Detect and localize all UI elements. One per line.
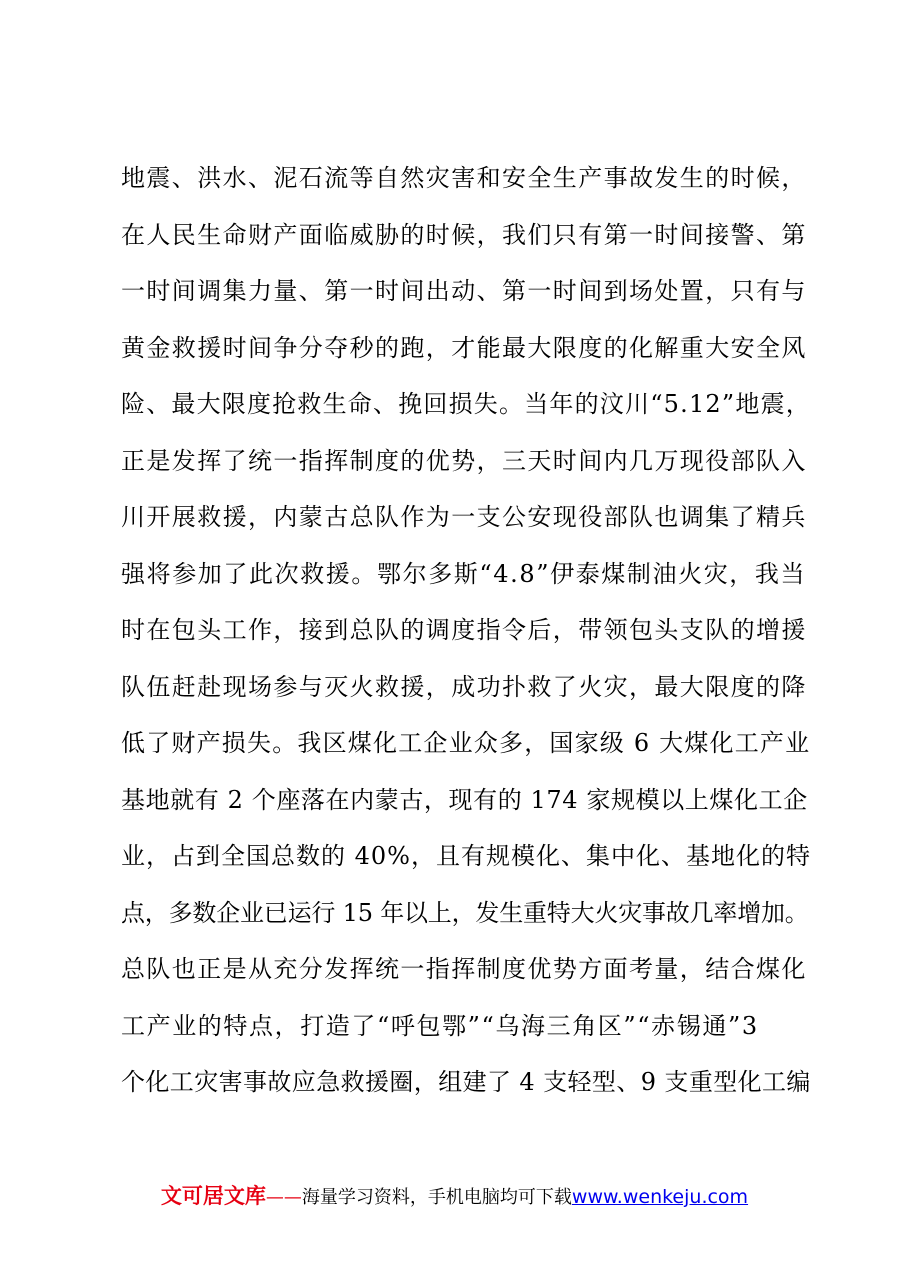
text-line-14: 点，多数企业已运行 15 年以上，发生重特大火灾事故几率增加。 <box>121 898 809 927</box>
footer-website-link[interactable]: www.wenkeju.com <box>571 1186 749 1208</box>
text-line-13: 业，占到全国总数的 40%，且有规模化、集中化、基地化的特 <box>121 842 811 870</box>
text-line-17: 个化工灾害事故应急救援圈，组建了 4 支轻型、9 支重型化工编 <box>121 1068 811 1096</box>
footer-brand: 文可居文库 <box>160 1184 266 1208</box>
text-line-5: 险、最大限度抢救生命、挽回损失。当年的汶川“5.12”地震， <box>121 390 811 418</box>
body-text <box>121 150 811 1111</box>
text-line-12: 基地就有 2 个座落在内蒙古，现有的 174 家规模以上煤化工企 <box>121 785 808 814</box>
text-line-4: 黄金救援时间争分夺秒的跑，才能最大限度的化解重大安全风 <box>121 333 807 362</box>
footer-banner <box>0 1180 909 1210</box>
footer-dash: —— <box>265 1187 302 1208</box>
text-line-10: 队伍赶赴现场参与灭火救援，成功扑救了火灾，最大限度的降 <box>121 672 807 701</box>
text-line-7: 川开展救援，内蒙古总队作为一支公安现役部队也调集了精兵 <box>121 503 807 531</box>
text-line-9: 时在包头工作，接到总队的调度指令后，带领包头支队的增援 <box>121 616 807 644</box>
text-line-16: 工产业的特点，打造了“呼包鄂”“乌海三角区”“赤锡通”3 <box>121 1011 759 1040</box>
text-line-11: 低了财产损失。我区煤化工企业众多，国家级 6 大煤化工产业 <box>121 729 811 757</box>
text-line-15: 总队也正是从充分发挥统一指挥制度优势方面考量，结合煤化 <box>121 955 807 983</box>
text-line-8: 强将参加了此次救援。鄂尔多斯“4.8”伊泰煤制油火灾，我当 <box>121 559 807 588</box>
text-line-1: 地震、洪水、泥石流等自然灾害和安全生产事故发生的时候， <box>121 164 807 192</box>
text-line-3: 一时间调集力量、第一时间出动、第一时间到场处置，只有与 <box>121 277 807 305</box>
footer-slogan: 海量学习资料，手机电脑均可下载 <box>301 1187 572 1208</box>
text-line-2: 在人民生命财产面临威胁的时候，我们只有第一时间接警、第 <box>121 220 807 249</box>
text-line-6: 正是发挥了统一指挥制度的优势，三天时间内几万现役部队入 <box>121 446 807 475</box>
